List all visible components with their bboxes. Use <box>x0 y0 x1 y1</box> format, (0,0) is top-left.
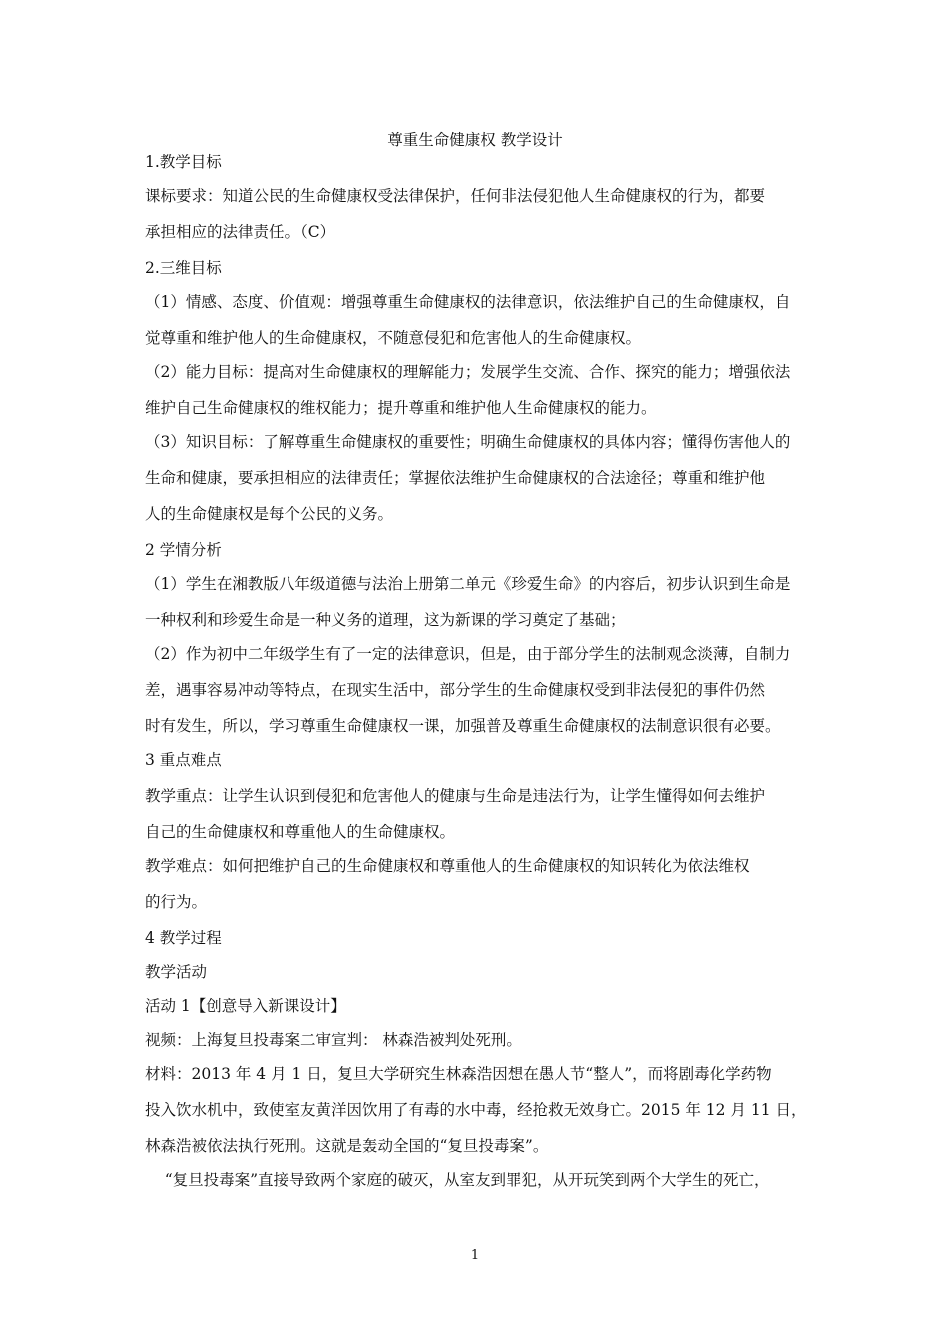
paragraph-line: 教学难点：如何把维护自己的生命健康权和尊重他人的生命健康权的知识转化为依法维权 <box>145 857 750 875</box>
paragraph-line: （2）作为初中二年级学生有了一定的法律意识，但是，由于部分学生的法制观念淡薄，自制力 <box>145 645 791 663</box>
paragraph-line: 投入饮水机中，致使室友黄洋因饮用了有毒的水中毒，经抢救无效身亡。2015 年 12 月 11 日， <box>145 1101 807 1119</box>
heading-three-dimensional-goals: 2.三维目标 <box>145 259 222 277</box>
paragraph-line: 林森浩被依法执行死刑。这就是轰动全国的“复旦投毒案”。 <box>145 1137 549 1155</box>
paragraph-line: 自己的生命健康权和尊重他人的生命健康权。 <box>145 823 456 841</box>
paragraph-line: 一种权利和珍爱生命是一种义务的道理，这为新课的学习奠定了基础； <box>145 611 626 629</box>
document-title: 尊重生命健康权 教学设计 <box>387 131 563 149</box>
paragraph-line: （1）学生在湘教版八年级道德与法治上册第二单元《珍爱生命》的内容后，初步认识到生命是 <box>145 575 791 593</box>
paragraph-line: 时有发生，所以，学习尊重生命健康权一课，加强普及尊重生命健康权的法制意识很有必要。 <box>145 717 781 735</box>
heading-teaching-process: 4 教学过程 <box>145 929 222 947</box>
paragraph-line: 课标要求：知道公民的生命健康权受法律保护，任何非法侵犯他人生命健康权的行为，都要 <box>145 187 766 205</box>
paragraph-line: 承担相应的法律责任。（C） <box>145 223 336 241</box>
paragraph-line: 材料：2013 年 4 月 1 日，复旦大学研究生林森浩因想在愚人节“整人”，而将剧毒化学药物 <box>145 1065 772 1083</box>
paragraph-line: 视频：上海复旦投毒案二审宣判： 林森浩被判处死刑。 <box>145 1031 522 1049</box>
paragraph-line: （3）知识目标：了解尊重生命健康权的重要性；明确生命健康权的具体内容；懂得伤害他人的 <box>145 433 791 451</box>
paragraph-line: 的行为。 <box>145 893 208 911</box>
paragraph-line: 维护自己生命健康权的维权能力；提升尊重和维护他人生命健康权的能力。 <box>145 399 657 417</box>
page-number: 1 <box>470 1248 480 1263</box>
paragraph-line: 人的生命健康权是每个公民的义务。 <box>145 505 394 523</box>
paragraph-line: （1）情感、态度、价值观：增强尊重生命健康权的法律意识，依法维护自己的生命健康权，自 <box>145 293 791 311</box>
paragraph-line: （2）能力目标：提高对生命健康权的理解能力；发展学生交流、合作、探究的能力；增强依法 <box>145 363 791 381</box>
heading-key-difficult-points: 3 重点难点 <box>145 751 222 769</box>
heading-teaching-goals: 1.教学目标 <box>145 153 222 171</box>
paragraph-line: 差，遇事容易冲动等特点，在现实生活中，部分学生的生命健康权受到非法侵犯的事件仍然 <box>145 681 766 699</box>
subheading-teaching-activities: 教学活动 <box>145 963 208 981</box>
paragraph-line: “复旦投毒案”直接导致两个家庭的破灭，从室友到罪犯，从开玩笑到两个大学生的死亡， <box>145 1171 770 1189</box>
subheading-activity-1: 活动 1【创意导入新课设计】 <box>145 997 346 1015</box>
paragraph-line: 教学重点：让学生认识到侵犯和危害他人的健康与生命是违法行为，让学生懂得如何去维护 <box>145 787 766 805</box>
paragraph-line: 生命和健康，要承担相应的法律责任；掌握依法维护生命健康权的合法途径；尊重和维护他 <box>145 469 766 487</box>
paragraph-line: 觉尊重和维护他人的生命健康权，不随意侵犯和危害他人的生命健康权。 <box>145 329 642 347</box>
heading-student-analysis: 2 学情分析 <box>145 541 222 559</box>
